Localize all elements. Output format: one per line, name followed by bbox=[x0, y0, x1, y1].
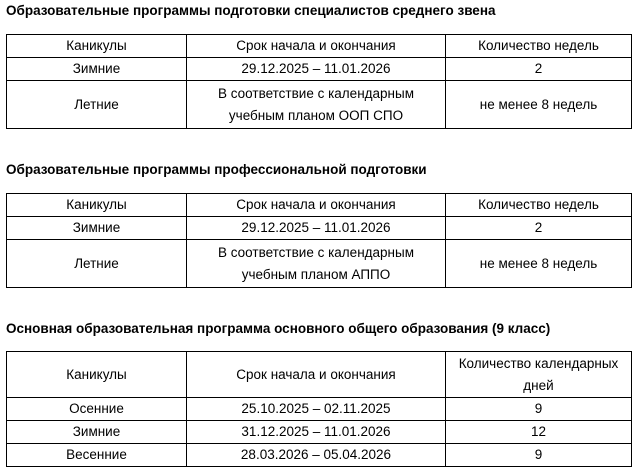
table-cell: Осенние bbox=[7, 398, 187, 421]
section-1-table bbox=[6, 34, 632, 129]
header-cell: Каникулы bbox=[7, 35, 187, 58]
table-header-row bbox=[7, 352, 632, 398]
table-cell: 2 bbox=[446, 58, 632, 81]
table-cell: 29.12.2025 – 11.01.2026 bbox=[187, 58, 446, 81]
table-cell: 9 bbox=[446, 398, 632, 421]
table-cell: Зимние bbox=[7, 58, 187, 81]
table-row bbox=[7, 398, 632, 421]
table-cell: В соответствие с календарным учебным планом АППО bbox=[187, 240, 446, 288]
header-cell: Количество недель bbox=[446, 35, 632, 58]
section-3-table bbox=[6, 351, 632, 467]
header-cell: Количество недель bbox=[446, 194, 632, 217]
table-row bbox=[7, 421, 632, 444]
header-cell: Каникулы bbox=[7, 352, 187, 398]
section-2-title: Образовательные программы профессиональной подготовки bbox=[6, 162, 427, 177]
table-cell: 2 bbox=[446, 217, 632, 240]
section-2-table bbox=[6, 193, 632, 288]
header-cell: Срок начала и окончания bbox=[187, 35, 446, 58]
table-cell: 12 bbox=[446, 421, 632, 444]
table-cell: 29.12.2025 – 11.01.2026 bbox=[187, 217, 446, 240]
table-row bbox=[7, 58, 632, 81]
table-row bbox=[7, 240, 632, 288]
table-header-row bbox=[7, 35, 632, 58]
table-cell: 25.10.2025 – 02.11.2025 bbox=[187, 398, 446, 421]
table-cell: Весенние bbox=[7, 444, 187, 467]
section-1-title: Образовательные программы подготовки специалистов среднего звена bbox=[6, 3, 496, 18]
table-cell: Летние bbox=[7, 81, 187, 129]
table-cell: Зимние bbox=[7, 217, 187, 240]
table-cell: В соответствие с календарным учебным планом ООП СПО bbox=[187, 81, 446, 129]
header-cell: Срок начала и окончания bbox=[187, 194, 446, 217]
header-cell: Каникулы bbox=[7, 194, 187, 217]
table-row bbox=[7, 217, 632, 240]
table-cell: 28.03.2026 – 05.04.2026 bbox=[187, 444, 446, 467]
table-cell: Зимние bbox=[7, 421, 187, 444]
table-cell: 31.12.2025 – 11.01.2026 bbox=[187, 421, 446, 444]
table-row bbox=[7, 81, 632, 129]
table-cell: не менее 8 недель bbox=[446, 81, 632, 129]
table-header-row bbox=[7, 194, 632, 217]
header-cell: Количество календарных дней bbox=[446, 352, 632, 398]
table-cell: 9 bbox=[446, 444, 632, 467]
header-cell: Срок начала и окончания bbox=[187, 352, 446, 398]
table-cell: Летние bbox=[7, 240, 187, 288]
table-row bbox=[7, 444, 632, 467]
table-cell: не менее 8 недель bbox=[446, 240, 632, 288]
section-3-title: Основная образовательная программа основного общего образования (9 класс) bbox=[6, 321, 551, 336]
